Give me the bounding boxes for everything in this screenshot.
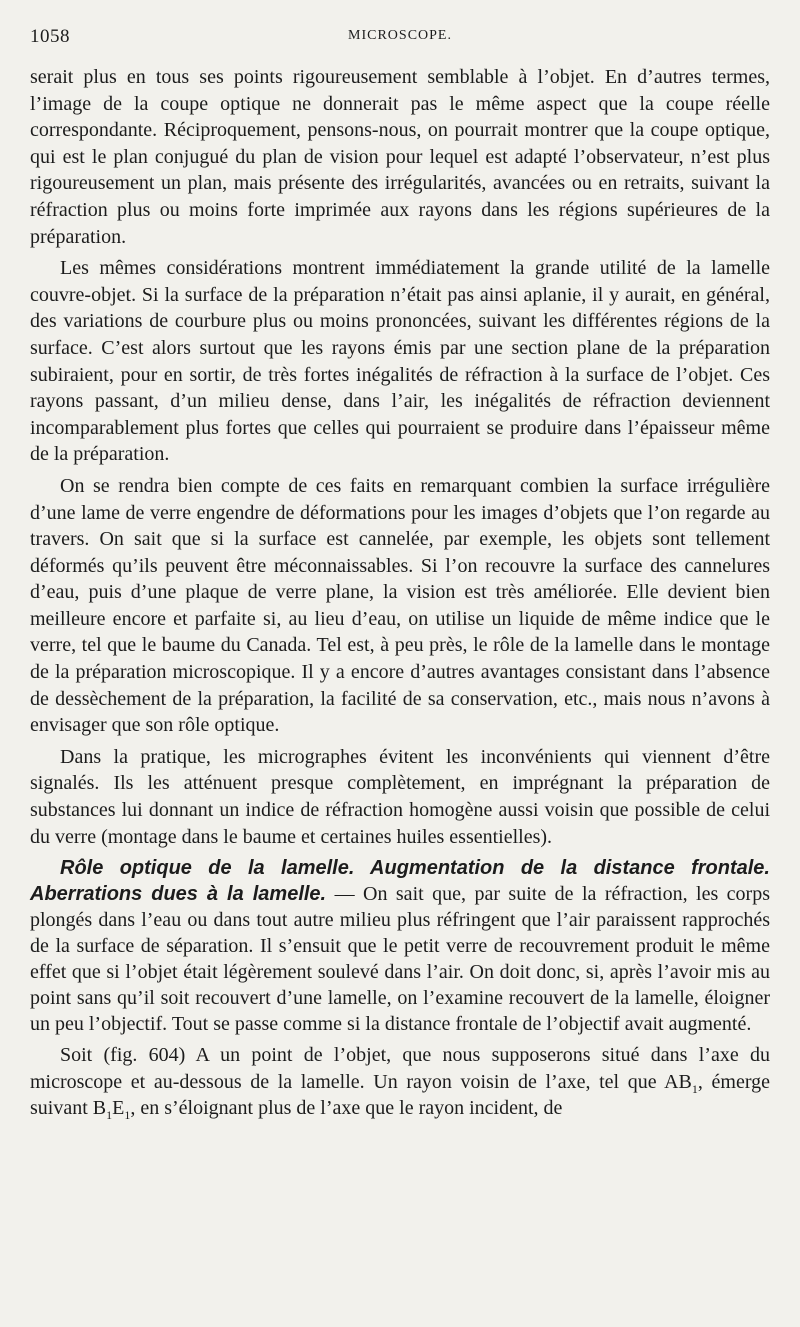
book-page: [30, 26, 770, 1127]
subscript-1: 1: [691, 1081, 698, 1096]
section-paragraph: [30, 855, 770, 1037]
subscript-3: 1: [124, 1108, 131, 1123]
paragraph-1: serait plus en tous ses points rigoureusement semblable à l’objet. En d’autres termes, l’image de la coupe optique ne donnerait pas le même aspect que la coupe réelle correspondante. Réciproquement, pensons-nous, on pourrait montrer que la coupe optique, qui est le plan conjugué du plan de vision pour lequel est adapté l’observateur, n’est plus rigoureusement un plan, mais présente des irrégularités, avancées ou en retraits, suivant la réfraction plus ou moins forte imprimée aux rayons dans les régions supérieures de la préparation.: [30, 66, 770, 248]
running-title: MICROSCOPE.: [348, 28, 452, 43]
page-header: [30, 26, 770, 54]
paragraph-4: Dans la pratique, les micrographes évitent les inconvénients qui viennent d’être signalés. Ils les atténuent presque complètement, en imprégnant la préparation de substances lui donnant un indice de réfraction homogène aussi voisin que possible de celui du verre (montage dans le baume et certaines huiles essentielles).: [30, 745, 770, 848]
paragraph-3: On se rendra bien compte de ces faits en remarquant combien la surface irrégulière d’une lame de verre engendre de déformations pour les images d’objets que l’on regarde au travers. On sait que si la surface est cannelée, par exemple, les objets sont tellement déformés qu’ils peuvent être méconnaissables. Si l’on recouvre la surface des cannelures d’eau, puis d’une plaque de verre plane, la vision est très améliorée. Elle devient bien meilleure encore et parfaite si, au lieu d’eau, on utilise un liquide de même indice que le verre, tel que le baume du Canada. Tel est, à peu près, le rôle de la lamelle dans le montage de la préparation microscopique. Il y a encore d’autres avantages consistant dans l’absence de dessèchement de la préparation, la facilité de sa conservation, etc., mais nous n’avons à envisager que son rôle optique.: [30, 474, 770, 737]
paragraph-6: [30, 1042, 770, 1122]
section-body: — On sait que, par suite de la réfraction, les corps plongés dans l’eau ou dans tout autre milieu plus réfringent que l’air paraissent rapprochés de la surface de séparation. Il s’ensuit que le petit verre de recouvrement produit le même effet que si l’objet était légèrement soulevé dans l’air. On doit donc, si, après l’avoir mis au point sans qu’il soit recouvert d’une lamelle, on l’examine recouvert de la lamelle, éloigner un peu l’objectif. Tout se passe comme si la distance frontale de l’objectif avait augmenté.: [30, 883, 770, 1036]
subscript-2: 1: [106, 1108, 113, 1123]
page-number: 1058: [30, 26, 70, 47]
paragraph-2: Les mêmes considérations montrent immédiatement la grande utilité de la lamelle couvre-objet. Si la surface de la préparation n’était pas ainsi aplanie, il y aurait, en général, des variations de courbure plus ou moins prononcées, suivant les différentes régions de la surface. C’est alors surtout que les rayons émis par une section plane de la préparation subiraient, pour en sortir, de très fortes inégalités de réfraction à la surface de l’objet. Ces rayons passant, d’un milieu dense, dans l’air, les inégalités de réfraction deviennent incomparablement plus fortes que celles qui pourraient se produire dans l’épaisseur même de la préparation.: [30, 257, 770, 466]
paragraph-6-end: , en s’éloignant plus de l’axe que le rayon incident, de: [130, 1097, 563, 1120]
paragraph-6-start: Soit (fig. 604) A un point de l’objet, que nous supposerons situé dans l’axe du microscope et au-dessous de la lamelle. Un rayon voisin de l’axe, tel que AB: [30, 1044, 770, 1093]
paragraph-6-mid-1: , émerge suivant B: [30, 1070, 770, 1120]
paragraph-6-mid-2: E: [112, 1097, 125, 1120]
section-title: Rôle optique de la lamelle. Augmentation de la distance frontale. Aberrations dues à la lamelle.: [30, 857, 770, 906]
